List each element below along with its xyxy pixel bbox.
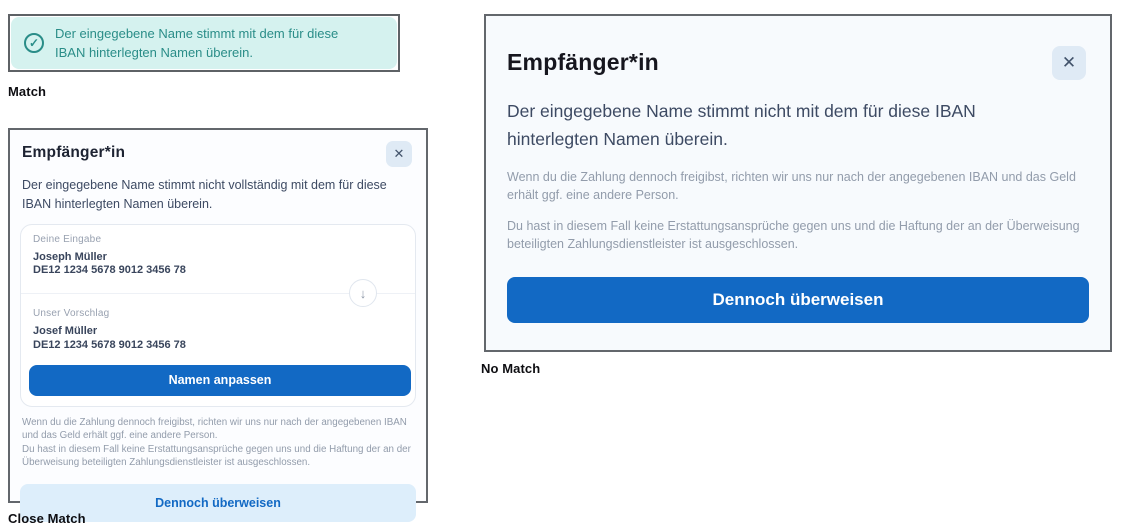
disclaimer-paragraph-1: Wenn du die Zahlung dennoch freigibst, richten wir uns nur nach der angegebenen IBAN und das Geld erhält ggf. eine andere Person. bbox=[507, 170, 1076, 203]
entered-name: Joseph Müller bbox=[33, 250, 107, 263]
no-match-section-label: No Match bbox=[481, 361, 541, 376]
transfer-anyway-button[interactable]: Dennoch überweisen bbox=[20, 484, 416, 522]
no-match-modal-header bbox=[507, 46, 1086, 80]
match-banner-frame bbox=[8, 14, 400, 72]
close-match-modal bbox=[8, 128, 428, 510]
name-match-banner bbox=[11, 17, 397, 69]
modal-message: Der eingegebene Name stimmt nicht mit dem für diese IBAN hinterlegten Namen überein. bbox=[507, 101, 976, 149]
suggested-name: Josef Müller bbox=[33, 325, 98, 337]
adjust-name-button[interactable]: Namen anpassen bbox=[29, 365, 411, 396]
arrow-down-icon: ↓ bbox=[349, 279, 377, 307]
name-comparison-card bbox=[20, 224, 416, 407]
modal-title: Empfänger*in bbox=[507, 49, 659, 75]
close-match-section-label: Close Match bbox=[8, 511, 86, 526]
check-circle-icon: ✓ bbox=[24, 33, 44, 53]
modal-message: Der eingegebene Name stimmt nicht vollständig mit dem für diese IBAN hinterlegten Namen überein. bbox=[22, 178, 387, 211]
suggestion-name-value bbox=[33, 325, 407, 353]
close-button[interactable] bbox=[386, 141, 412, 167]
transfer-anyway-button[interactable]: Dennoch überweisen bbox=[507, 277, 1089, 323]
disclaimer-paragraph-2: Du hast in diesem Fall keine Erstattungsansprüche gegen uns und die Haftung der an der Überweisung beteiligten Zahlungsdienstleister ist ausgeschlossen. bbox=[507, 219, 1080, 252]
modal-title: Empfänger*in bbox=[22, 144, 126, 161]
match-banner-message: Der eingegebene Name stimmt mit dem für diese IBAN hinterlegten Namen überein. bbox=[55, 25, 339, 60]
entered-iban: DE12 1234 5678 9012 3456 78 bbox=[33, 264, 186, 277]
close-match-modal-header bbox=[20, 141, 416, 167]
suggestion-section bbox=[33, 308, 407, 353]
input-label: Deine Eingabe bbox=[33, 233, 102, 245]
disclaimer-line-2: Du hast in diesem Fall keine Erstattungsansprüche gegen uns und die Haftung der an der Überweisung beteiligten Zahlungsdienstleister ist ausgeschlossen. bbox=[22, 443, 411, 469]
disclaimer-line-1: Wenn du die Zahlung dennoch freigibst, richten wir uns nur nach der angegebenen IBAN und das Geld erhält ggf. eine andere Person. bbox=[22, 416, 407, 442]
no-match-modal bbox=[484, 14, 1112, 352]
swap-divider bbox=[21, 280, 415, 306]
suggestion-label: Unser Vorschlag bbox=[33, 308, 110, 319]
close-button[interactable] bbox=[1052, 46, 1086, 80]
match-section-label: Match bbox=[8, 84, 47, 99]
disclaimer-text bbox=[20, 416, 416, 470]
suggested-iban: DE12 1234 5678 9012 3456 78 bbox=[33, 338, 186, 351]
close-icon: ✕ bbox=[393, 146, 405, 161]
input-name-value bbox=[33, 251, 407, 279]
close-icon: ✕ bbox=[1061, 53, 1077, 72]
input-section bbox=[33, 234, 407, 279]
